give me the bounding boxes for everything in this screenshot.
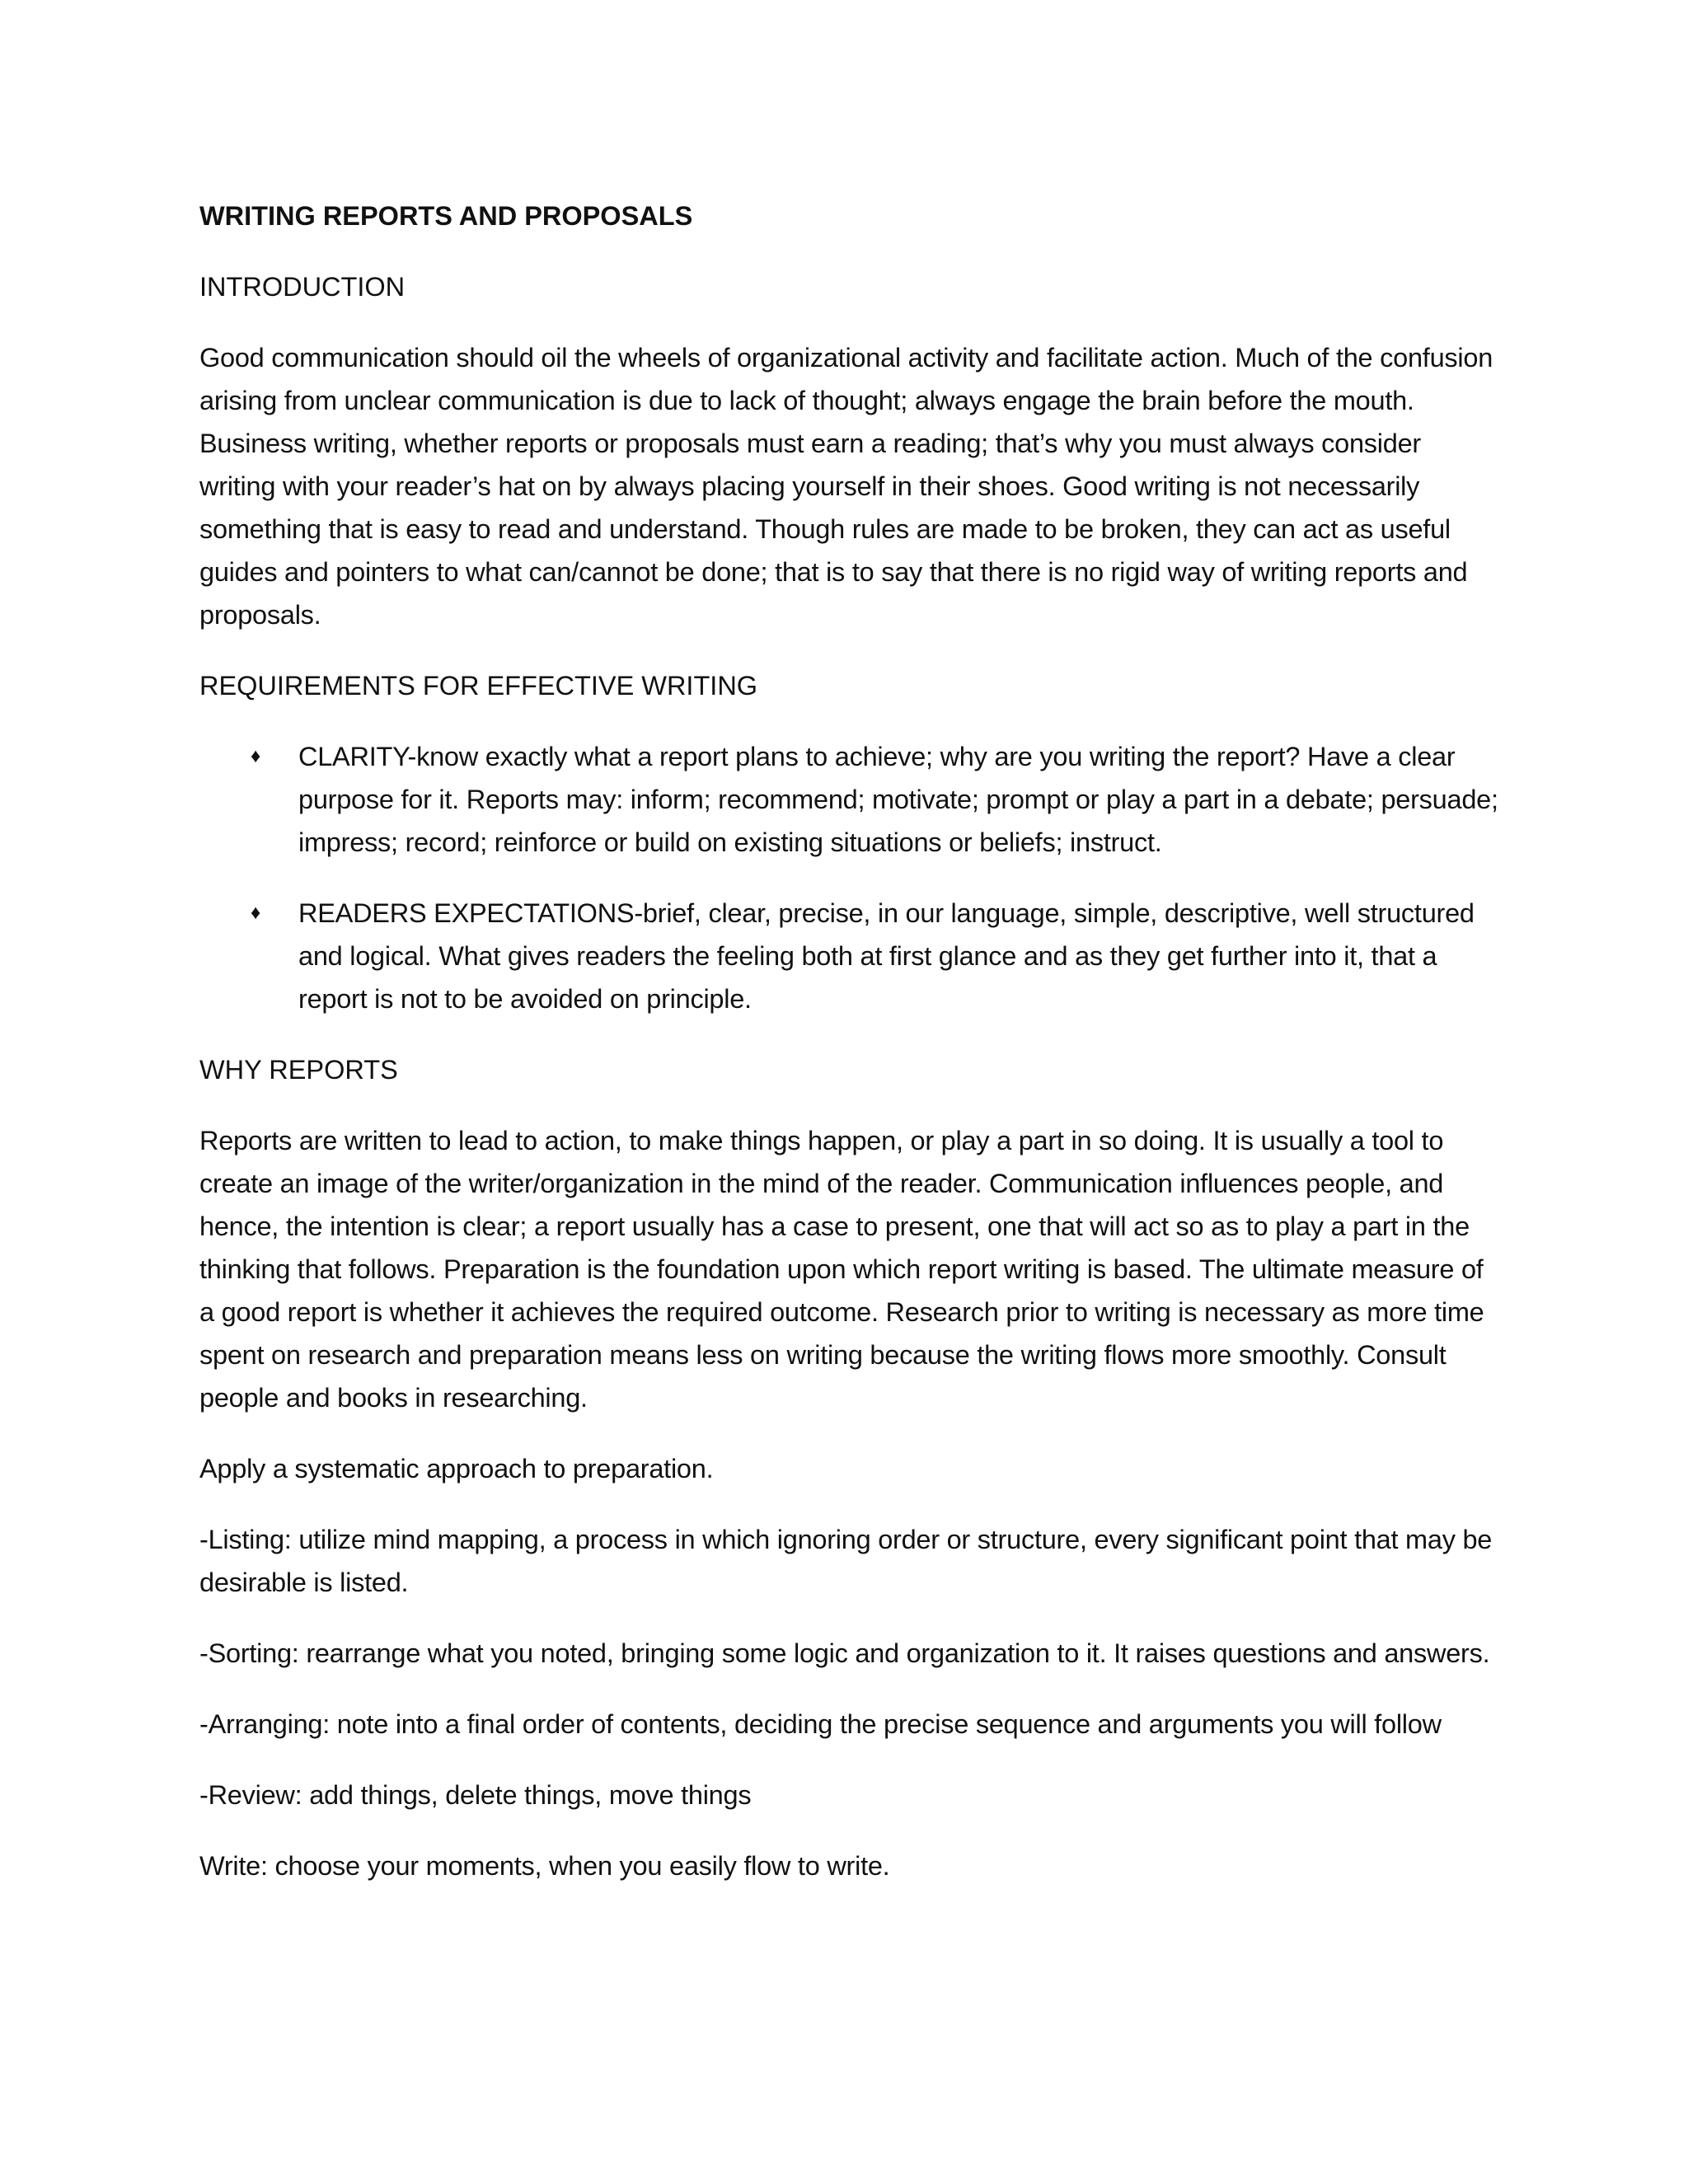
step-listing: -Listing: utilize mind mapping, a process in which ignoring order or structure, every significant point that may be desirable is listed.: [199, 1525, 1493, 1597]
step-arranging: -Arranging: note into a final order of contents, deciding the precise sequence and arguments you will follow: [199, 1709, 1442, 1739]
clarity-item-text: CLARITY-know exactly what a report plans to achieve; why are you writing the report? Have a clear purpose for it. Reports may: inform; recommend; motivate; prompt or play a part in a debate; persuade; impress; record; reinforce or build on existing situations or beliefs; instruct.: [298, 742, 1498, 857]
step-write: Write: choose your moments, when you easily flow to write.: [199, 1851, 890, 1881]
requirements-heading: REQUIREMENTS FOR EFFECTIVE WRITING: [199, 671, 758, 701]
requirements-list: [199, 735, 1502, 1020]
document-body: [199, 194, 1502, 1915]
diamond-bullet-icon: ♦: [251, 745, 260, 767]
why-reports-paragraph: Reports are written to lead to action, to make things happen, or play a part in so doing. It is usually a tool to create an image of the writer/organization in the mind of the reader. Communication influences people, and hence, the intention is clear; a report usually has a case to present, one that will act so as to play a part in the thinking that follows. Preparation is the foundation upon which report writing is based. The ultimate measure of a good report is whether it achieves the required outcome. Research prior to writing is necessary as more time spent on research and preparation means less on writing because the writing flows more smoothly. Consult people and books in researching.: [199, 1126, 1484, 1413]
step-review: -Review: add things, delete things, move things: [199, 1780, 752, 1810]
document-title: WRITING REPORTS AND PROPOSALS: [199, 201, 693, 231]
introduction-heading: INTRODUCTION: [199, 272, 406, 302]
introduction-paragraph: Good communication should oil the wheels of organizational activity and facilitate action. Much of the confusion arising from unclear communication is due to lack of thought; always engage the brain before the mouth. Business writing, whether reports or proposals must earn a reading; that’s why you must always consider writing with your reader’s hat on by always placing yourself in their shoes. Good writing is not necessarily something that is easy to read and understand. Though rules are made to be broken, they can act as useful guides and pointers to what can/cannot be done; that is to say that there is no rigid way of writing reports and proposals.: [199, 343, 1493, 630]
approach-intro: Apply a systematic approach to preparation.: [199, 1454, 714, 1483]
diamond-bullet-icon: ♦: [251, 902, 260, 924]
list-item: [199, 892, 1502, 1020]
list-item: [199, 735, 1502, 864]
step-sorting: -Sorting: rearrange what you noted, bringing some logic and organization to it. It raises questions and answers.: [199, 1638, 1490, 1668]
why-reports-heading: WHY REPORTS: [199, 1055, 398, 1085]
readers-expectations-item-text: READERS EXPECTATIONS-brief, clear, precise, in our language, simple, descriptive, well structured and logical. What gives readers the feeling both at first glance and as they get further into it, that a report is not to be avoided on principle.: [298, 898, 1475, 1014]
